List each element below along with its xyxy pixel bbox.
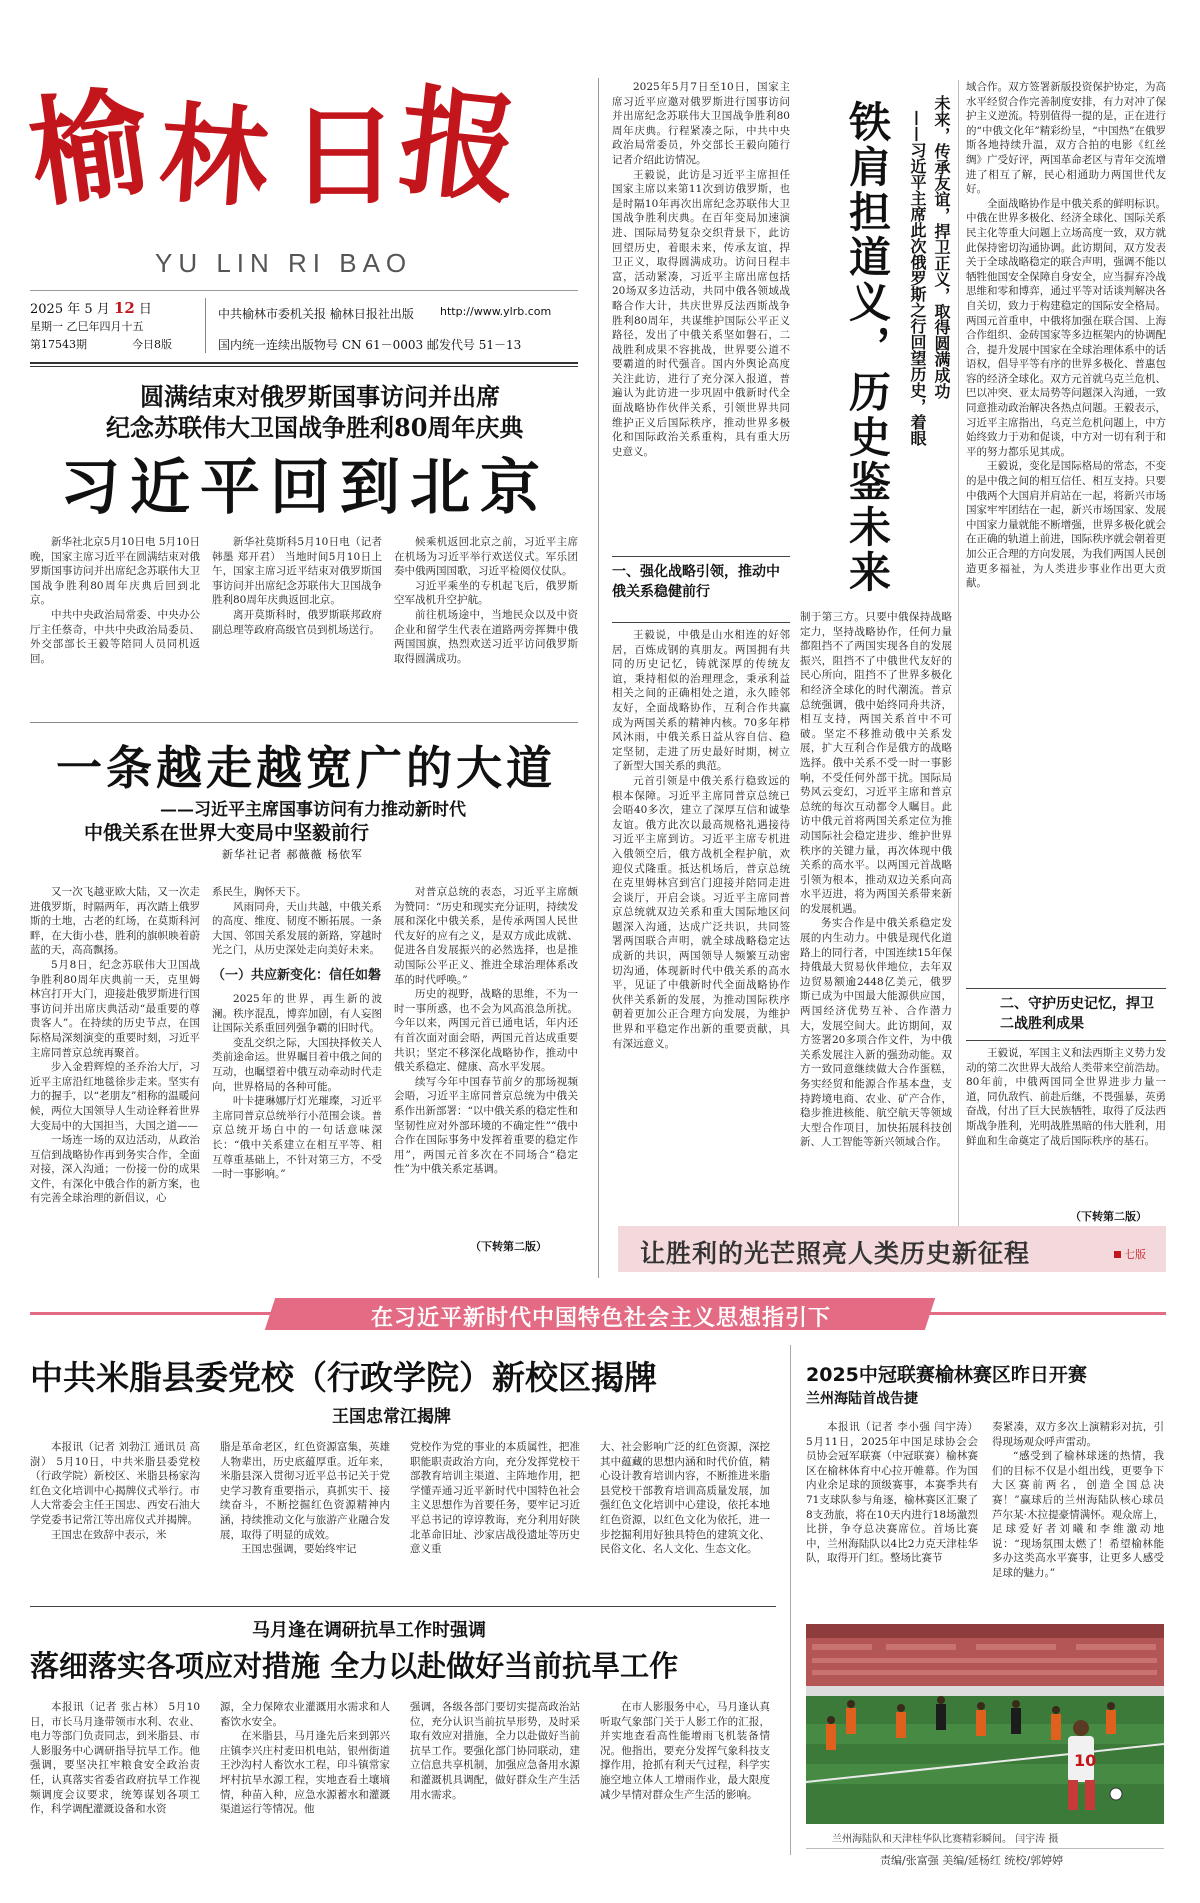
paragraph: 候乘机返回北京之前，习近平主席在机场为习近平举行欢送仪式。军乐团奏中俄两国国歌，习近平检阅仪仗队。: [394, 536, 578, 578]
issue-number: 第17543期: [30, 338, 87, 351]
date-day: 12: [113, 299, 135, 317]
football-headline: 2025中冠联赛榆林赛区昨日开赛: [806, 1364, 1087, 1386]
drought-col: [410, 1700, 580, 1852]
paragraph: 本报讯（记者 李小强 闫宇涛） 5月11日，2025年中国足球协会会员协会冠军联赛（中冠联赛）榆林赛区在榆林体育中心拉开帷幕。作为国内业余足球的顶级赛事，本赛季共有71支球队参与角逐，榆林赛区汇聚了8支劲旅，将在10天内进行18场激烈比拼，争夺总决赛席位。首场比赛中，兰州海陆队以4比2力克天津桂华队，取得开门红。整场比赛节: [806, 1421, 978, 1565]
paragraph: 本报讯（记者 刘勃江 通讯员 高澍） 5月10日，中共米脂县委党校（行政学院）新校区、米脂县杨家沟红色文化培训中心揭牌仪式举行。市人大常委会主任王国忠、西安石油大学党委书记常江等出席仪式并揭牌。: [30, 1441, 200, 1526]
drought-col: [600, 1700, 770, 1852]
publication-license: 国内统一连续出版物号 CN 61－0003 邮发代号 51－13: [218, 338, 522, 352]
section-title: （一）共应新变化：信任如磐: [212, 967, 382, 983]
paragraph: 又一次飞越亚欧大陆，又一次走进俄罗斯，时隔两年，再次踏上俄罗斯的土地，古老的红场，在莫斯科河畔，在大街小巷，胜利的旗帜映着蔚蓝的天，高高飘扬。: [30, 886, 200, 957]
lead-subhead: 圆满结束对俄罗斯国事访问并出席: [140, 382, 500, 411]
school-col: [410, 1440, 580, 1595]
football-col: [992, 1420, 1164, 1618]
match-photo[interactable]: [806, 1624, 1164, 1824]
paragraph: 王毅说，变化是国际格局的常态，不变的是中俄之间的相互信任、相互支持。只要中俄两个大国肩并肩站在一起，将新兴市场国家牢牢团结在一起，新兴市场国家、发展中国家力量就能不断增强，世界多极化就会在正确的轨道上前进，国际秩序就会朝着更加公正合理的方向发展，为我们两国人民创造更多福祉，为人类进步事业作出更大贡献。: [966, 460, 1166, 590]
paragraph: 前往机场途中，当地民众以及中资企业和留学生代表在道路两旁挥舞中俄两国国旗，热烈欢送习近平访问俄罗斯取得圆满成功。: [394, 608, 578, 665]
editorial-col: [966, 1046, 1166, 1206]
continued-note[interactable]: （下转第二版）: [1070, 1210, 1147, 1223]
paragraph: 中共中央政治局常委、中央办公厅主任蔡奇，中共中央政治局委员、外交部部长王毅等陪同人员同机返回。: [30, 608, 200, 665]
editorial-top-col: [612, 80, 790, 550]
paragraph: 步入金碧辉煌的圣乔治大厅，习近平主席沿红地毯徐步走来。坚实有力的握手，以“老朋友”相称的温暖问候，两位大国领导人生动诠释着世界大变局中的大国担当，大国之道——: [30, 1061, 200, 1132]
page-count: 今日8版: [132, 338, 172, 351]
paragraph: 新华社莫斯科5月10日电（记者 韩墨 郑开君） 当地时间5月10日上午，国家主席习近平结束对俄罗斯国事访问并出席纪念苏联伟大卫国战争胜利80周年庆典返回北京。: [212, 536, 382, 607]
jersey-number: 10: [1074, 1751, 1097, 1770]
paragraph: 大、社会影响广泛的红色资源，深挖其中蕴藏的思想内涵和时代价值，精心设计教育培训内容，不断推进米脂县党校干部教育培训高质量发展，加强红色文化培训中心建设，依托本地红色资源，以红色文化为依托，进一步挖掘利用好独具特色的建筑文化、民俗文化、名人文化、生态文化。: [600, 1441, 770, 1556]
editorial-subhead: ——习近平主席此次俄罗斯之行回望历史，着眼: [908, 110, 927, 446]
lead-headline: 习近平回到北京: [60, 453, 550, 523]
football-col: [806, 1420, 978, 1618]
paragraph: 一场连一场的双边活动，从政治互信到战略协作再到务实合作，全面对接，深入沟通；一份接一份的成果文件，有深化中俄合作的新方案，也有完善全球治理的新倡议，心: [30, 1134, 200, 1205]
paragraph: 党校作为党的事业的本质属性，把准职能职责政治方向，充分发挥党校干部教育培训主渠道、主阵地作用，把学懂弄通习近平新时代中国特色社会主义思想作为首要任务，要牢记习近平总书记的谆谆教诲，充分利用好陕北革命旧址、沙家店战役遗址等历史意义重: [410, 1441, 580, 1556]
paragraph: 强调，各级各部门要切实提高政治站位，充分认识当前抗旱形势，及时采取有效应对措施，全力以赴做好当前抗旱工作。要强化部门协同联动，建立信息共享机制，加强应急备用水源和灌溉机具调配，做好群众生产生活用水需求。: [410, 1701, 580, 1801]
banner-page-ref: 七版: [1124, 1248, 1146, 1261]
paragraph: 习近平乘坐的专机起飞后，俄罗斯空军战机升空护航。: [394, 579, 578, 607]
feature-col: [394, 885, 578, 1237]
page-footer-credits: 责编/张富强 美编/延杨红 统校/郭婷婷: [880, 1854, 1064, 1867]
drought-subhead: 马月逢在调研抗旱工作时强调: [252, 1620, 486, 1641]
paragraph: 王毅说，军国主义和法西斯主义势力发动的第二次世界大战给人类带来空前浩劫。80年前，中俄两国同全世界进步力量一道，同仇敌忾、前赴后继，不畏强暴，英勇奋战，付出了巨大民族牺牲，取得了反法西斯战争胜利，光明战胜黑暗的伟大胜利，用鲜血和生命奠定了战后国际秩序的基石。: [966, 1047, 1166, 1147]
feature-byline: 新华社记者 郝薇薇 杨依军: [222, 848, 363, 861]
paragraph: 2025年5月7日至10日，国家主席习近平应邀对俄罗斯进行国事访问并出席纪念苏联伟大卫国战争胜利80周年庆典。行程紧凑之际，中共中央政治局常委员，外交部长王毅向随行记者介绍此访情况。: [612, 81, 790, 166]
lead-col: [212, 535, 382, 715]
commemorative-banner[interactable]: [618, 1226, 1166, 1272]
feature-headline: 一条越走越宽广的大道: [56, 741, 556, 795]
paragraph: 王毅说，此访是习近平主席担任国家主席以来第11次到访俄罗斯，也是时隔10年再次出席纪念苏联伟大卫国战争胜利庆典。在百年变局加速演进、国际局势复杂交织背景下，此访回望历史，着眼未来，传承友谊，捍卫正义，取得圆满成功。访问日程丰富，活动紧凑，习近平主席出席包括20场双多边活动，共同中俄各领域战略合作大计，共庆世界反法西斯战争胜利80周年，共谋维护国际公平正义路径，发出了中俄关系坚如磐石，二战胜利成果不容挑战，世界要公道不要霸道的时代强音。国内外舆论高度关注此访，进行了充分深入报道，普遍认为此访进一步巩固中俄新时代全面战略协作伙伴关系，引领世界共同维护正义后国际秩序，推动世界多极化和国际政治关系重构，具有重大历史意义。: [612, 168, 790, 458]
editorial-col: [966, 80, 1166, 980]
banner-title: 在习近平新时代中国特色社会主义思想指引下: [370, 1305, 831, 1331]
paragraph: 元首引领是中俄关系行稳致远的根本保障。习近平主席同普京总统已会晤40多次，建立了深厚互信和诚挚友谊。俄方此次以最高规格礼遇接待习近平主席到访。习近平主席专机进入俄领空后，俄方战机全程护航，欢迎仪式隆重。抵达机场后，普京总统在克里姆林宫到宫门迎接并陪同走进会谈厅，开启会谈。习近平主席同普京总统就双边关系和重大国际地区问题深入沟通，达成广泛共识，共同签署两国联合声明，就全球战略稳定达成新的共识，两国领导人频繁互动密切沟通，体现新时代中俄关系的高水平，见证了中俄新时代全面战略协作伙伴关系新的发展，为推动国际秩序朝着更加公正合理方向发展，为维护世界和平稳定作出新的重要贡献，具有深远意义。: [612, 774, 790, 1050]
school-col: [30, 1440, 200, 1595]
paragraph: 新华社北京5月10日电 5月10日晚，国家主席习近平在圆满结束对俄罗斯国事访问并出席纪念苏联伟大卫国战争胜利80周年庆典后回到北京。: [30, 536, 200, 607]
paragraph: 王毅说，中俄是山水相连的好邻居，百炼成钢的真朋友。两国拥有共同的历史记忆，铸就深厚的传统友谊，秉持相似的治理理念，秉承利益相关之间的正确相处之道，永久睦邻友好，全面战略协作，互利合作共赢成为两国关系的精神内核。70多年栉风沐雨，中俄关系日益从容自信、稳定坚韧，走进了历史最好时期，树立了新型大国关系的典范。: [612, 629, 790, 773]
publisher: 中共榆林市委机关报 榆林日报社出版: [218, 307, 414, 321]
masthead-pinyin: YU LIN RI BAO: [155, 248, 413, 278]
paragraph: 变乱交织之际，大国抉择攸关人类前途命运。世界瞩目着中俄之间的互动，也瞩望着中俄互动牵动时代走向，世界格局的各种可能。: [212, 1036, 382, 1093]
football-subhead: 兰州海陆首战告捷: [806, 1391, 918, 1407]
paragraph: 对普京总统的表态，习近平主席颇为赞同：“历史和现实充分证明，持续发展和深化中俄关系，是传承两国人民世代友好的应有之义，是双方成此成就、促进各自发展振兴的必然选择，也是推动国际公平正义、推进全球治理体系改革的时代呼唤。”: [394, 886, 578, 986]
drought-headline: 落细落实各项应对措施 全力以赴做好当前抗旱工作: [30, 1649, 679, 1683]
logo-char: 林: [155, 90, 273, 224]
lead-col: [30, 535, 200, 715]
feature-subhead: 中俄关系在世界大变局中坚毅前行: [84, 822, 370, 844]
logo-char: 报: [393, 70, 526, 221]
lead-subhead: 纪念苏联伟大卫国战争胜利80周年庆典: [106, 413, 524, 442]
lead-col: [394, 535, 578, 715]
drought-col: [220, 1700, 390, 1852]
paragraph: 本报讯（记者 张占林） 5月10日，市长马月逢带领市水利、农业、电力等部门负责同志，到米脂县、市人影服务中心调研指导抗旱工作。他强调，要坚决扛牢粮食安全政治责任，认真落实省委省政府抗旱工作视频调度会议要求，统筹谋划各项工作，科学调配灌溉设备和水资: [30, 1701, 200, 1816]
photo-caption: 兰州海陆队和天津桂华队比赛精彩瞬间。 闫宇涛 摄: [832, 1834, 1059, 1845]
paragraph: 系民生，胸怀天下。: [212, 886, 307, 898]
paragraph: 2025年的世界，再生新的波澜。秩序混乱，博弈加剧，有人妄图让国际关系重回列强争霸的旧时代。: [212, 992, 382, 1035]
paragraph: 源，全力保障农业灌溉用水需求和人畜饮水安全。: [220, 1701, 390, 1728]
date-line: 2025 年 5 月 12 日: [30, 299, 152, 317]
paragraph: 风雨同舟，天山共越，中俄关系的高度、维度、韧度不断拓展。一条大国、邻国关系发展的新路，穿越时光之门，从历史深处走向美好未来。: [212, 900, 382, 957]
school-col: [220, 1440, 390, 1595]
paragraph: 王国忠强调，要始终牢记: [241, 1543, 357, 1556]
paragraph: 务实合作是中俄关系稳定发展的内生动力。中俄是现代化道路上的同行者，中国连续15年保持俄最大贸易伙伴地位，去年双边贸易额逾2448亿美元，俄罗斯已成为中国最大能源供应国，两国经济优势互补、合作潜力大，发展空间大。此访期间，双方签署20多项合作文件，为中俄关系发展注入新的强劲动能。双方一致同意继续做大合作蛋糕，务实经贸和能源合作基本盘，支持跨境电商、农业、矿产合作，稳步推进核能、航空航天等领域大型合作项目，加快拓展科技创新、人工智能等新兴领域合作。: [800, 917, 952, 1149]
continued-note[interactable]: （下转第二版）: [470, 1240, 547, 1253]
match-photo-illustration: [806, 1624, 1164, 1824]
paragraph: 脂是革命老区，红色资源富集，英雄人物辈出，历史底蕴厚重。近年来，米脂县深入贯彻习近平总书记关于党史学习教育重要指示，真抓实干、接续奋斗，不断挖掘红色资源精神内涵，持续推动文化与旅游产业融合发展，取得了明显的成效。: [220, 1441, 390, 1541]
page-ref-marker: [1114, 1251, 1121, 1258]
editorial-section-title: 二、守护历史记忆，捍卫二战胜利成果: [1000, 996, 1154, 1032]
editorial-subhead: 未来，传承友谊，捍卫正义，取得圆满成功: [932, 95, 951, 399]
banner-text: 让胜利的光芒照亮人类历史新征程: [640, 1239, 1031, 1268]
editorial-col: [800, 610, 952, 1216]
paragraph: “感受到了榆林球迷的热情，我们的目标不仅是小组出线，更要争下大区赛前两名，创造全国总决赛！”赢球后的兰州海陆队核心球员芦尔某·木拉提豪情满怀。观众席上，足球爱好者刘曦和李维激动地说：“现场氛围太燃了！希望榆林能多办这类高水平赛事，让更多人感受足球的魅力。”: [992, 1450, 1164, 1579]
paragraph: 叶卡捷琳娜厅灯光璀璨，习近平主席同普京总统举行小范围会谈。普京总统开场白中的一句话意味深长：“俄中关系建立在相互平等、相互尊重基础上，不针对第三方，不受一时一事影响。”: [212, 1095, 382, 1181]
feature-col: [212, 885, 382, 1253]
editorial-section-title: 一、强化战略引领，推动中俄关系稳健前行: [612, 564, 780, 600]
feature-col: [30, 885, 200, 1253]
logo-char: 榆: [20, 70, 158, 225]
editorial-col: [612, 628, 790, 1216]
paragraph: 离开莫斯科时，俄罗斯联邦政府副总理等政府高级官员到机场送行。: [212, 608, 382, 636]
paragraph: 域合作。双方签署新版投资保护协定，为高水平经贸合作完善制度安排，有力对冲了保护主义逆流。特别值得一提的是，正在进行的“中俄文化年”精彩纷呈，“中国热”在俄罗斯各地持续升温，双方合拍的电影《红丝绸》广受好评，两国革命老区与青年交流增进了相互了解，民心相通助力两国世代友好。: [966, 81, 1166, 196]
weekday-lunar: 星期一 乙巳年四月十五: [30, 320, 144, 333]
paragraph: 5月8日，纪念苏联伟大卫国战争胜利80周年庆典前一天，克里姆林宫打开大门，迎接赴俄罗斯进行国事访问并出席庆典活动“最重要的尊贵客人”。在持续的历史节点，在国际格局深刻演变的重要时刻，习近平主席同普京总统再聚首。: [30, 958, 200, 1059]
paragraph: 王国忠在致辞中表示，米: [51, 1528, 167, 1541]
paragraph: 续写今年中国春节前夕的那场视频会晤，习近平主席同普京总统为中俄关系作出新部署：“以中俄关系的稳定性和坚韧性应对外部环境的不确定性”“俄中合作在国际事务中发挥着重要的稳定作用”，两国元首多次在不同场合“稳定性”为中俄关系定基调。: [394, 1075, 578, 1176]
website-link[interactable]: http://www.ylrb.com: [440, 305, 552, 318]
paragraph: 在米脂县，马月逢先后来到郭兴庄镇李兴庄村麦田机电站，银州街道王沙沟村人畜饮水工程，印斗镇常家坪村抗旱水源工程，实地查看土壤墒情，种苗入种，应急水源蓄水和灌溉渠道运行等情况。他: [220, 1730, 390, 1816]
paragraph: 奏紧凑，双方多次上演精彩对抗，引得现场观众呼声雷动。: [992, 1421, 1164, 1448]
paragraph: 制于第三方。只要中俄保持战略定力，坚持战略协作，任何力量都阻挡不了两国实现各自的发展振兴，阻挡不了中俄世代友好的民心所向，阻挡不了世界多极化和经济全球化的时代潮流。普京总统强调，俄中始终同舟共济，相互支持，两国关系首中不可破。坚定不移推动俄中关系发展，扩大互利合作是俄方的战略选择。俄中关系不受一时一事影响，不受任何外部干扰。国际局势风云变幻，习近平主席和普京总统的每次互动都令人瞩目。此访中俄元首将两国关系定位为推动国际社会稳定进步、维护世界秩序的关键力量，再次体现中俄关系的高水平。以两国元首战略引领为根本，推动双边关系向高水平迈进，将为两国关系带来新的发展机遇。: [800, 611, 952, 915]
editorial-headline: 铁肩担道义，历史鉴未来: [843, 100, 892, 595]
paragraph: 全面战略协作是中俄关系的鲜明标识。中俄在世界多极化、经济全球化、国际关系民主化等重大问题上立场高度一致，双方就此保持密切沟通协调。此访期间，双方发表关于全球战略稳定的联合声明，强调不能以牺牲他国安全保障自身安全，应当摒弃冷战思维和零和博弈，通过平等对话谈判解决各自关切，致力于构建稳定的国际安全格局。两国元首重申，中俄将加强在联合国、上海合作组织、金砖国家等多边框架内的协调配合，提升发展中国家在全球治理体系中的话语权，倡导平等有序的世界多极化、普惠包容的经济全球化。双方元首就乌克兰危机、巴以冲突、亚太局势等问题深入沟通，一致同意推动政治解决各热点问题。王毅表示，习近平主席指出，乌克兰危机问题上，中方始终致力于劝和促谈，中方对一切有利于和平的努力都乐见其成。: [966, 197, 1166, 458]
logo-char: 日: [290, 94, 399, 220]
school-headline: 中共米脂县委党校（行政学院）新校区揭牌: [30, 1358, 657, 1397]
paragraph: 历史的视野，战略的思维，不为一时一事所惑，也不会为风高浪急所扰。今年以来，两国元首已通电话，年内还有首次面对面会晤，两国元首达成重要共识；坚定不移深化战略协作，推动中俄关系稳定、健康、高水平发展。: [394, 988, 578, 1074]
school-subhead: 王国忠常江揭牌: [332, 1407, 451, 1427]
school-col: [600, 1440, 770, 1595]
drought-col: [30, 1700, 200, 1852]
paragraph: 在市人影服务中心，马月逢认真听取气象部门关于人影工作的汇报，并实地查看高性能增雨飞机装备情况。他指出，要充分发挥气象科技支撑作用，抢抓有利天气过程，科学实施空地立体人工增雨作业，最大限度减少旱情对群众生产生活的影响。: [600, 1701, 770, 1801]
thought-banner: [0, 1298, 1200, 1330]
feature-subhead: ——习近平主席国事访问有力推动新时代: [160, 800, 466, 820]
